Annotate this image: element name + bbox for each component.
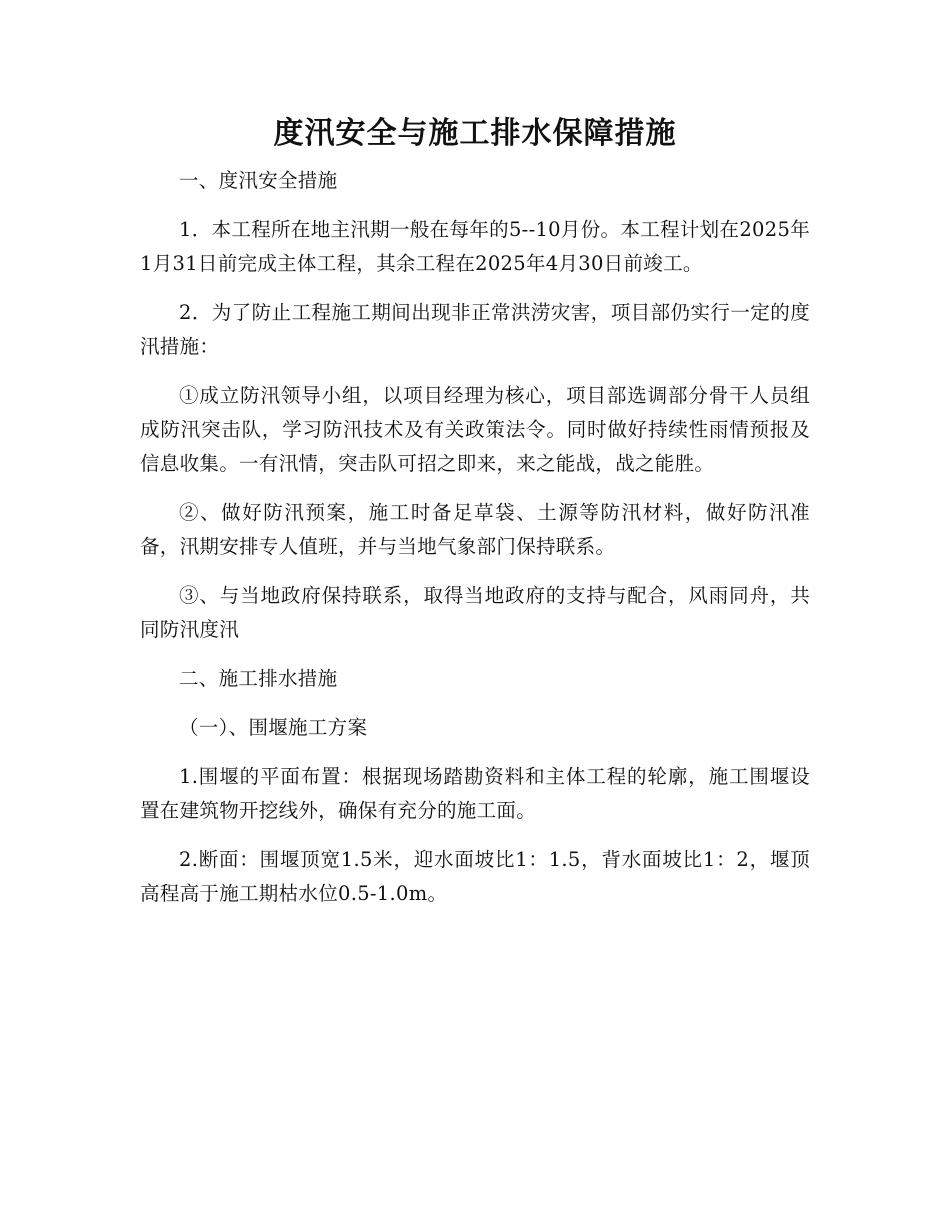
paragraph-measure-2: ②、做好防汛预案，施工时备足草袋、土源等防汛材料，做好防汛准备，汛期安排专人值班，并与当地气象部门保持联系。: [140, 501, 810, 558]
paragraph-cofferdam-section: 2.断面：围堰顶宽1.5米，迎水面坡比1：1.5，背水面坡比1：2，堰顶高程高于施工期枯水位0.5-1.0m。: [140, 848, 810, 905]
paragraph-measure-3: ③、与当地政府保持联系，取得当地政府的支持与配合，风雨同舟，共同防汛度汛: [140, 584, 810, 641]
section-heading-drainage: 二、施工排水措施: [179, 667, 338, 690]
subsection-heading-cofferdam: （一）、围堰施工方案: [179, 716, 368, 739]
section-heading-flood-safety: 一、度汛安全措施: [179, 169, 338, 192]
paragraph-flood-season: 1．本工程所在地主汛期一般在每年的5--10月份。本工程计划在2025年1月31日前完成主体工程，其余工程在2025年4月30日前竣工。: [140, 218, 810, 275]
paragraph-cofferdam-layout: 1.围堰的平面布置：根据现场踏勘资料和主体工程的轮廓，施工围堰设置在建筑物开挖线外，确保有充分的施工面。: [140, 765, 810, 822]
paragraph-flood-measures-intro: 2．为了防止工程施工期间出现非正常洪涝灾害，项目部仍实行一定的度汛措施：: [140, 301, 810, 358]
document-title: 度汛安全与施工排水保障措施: [273, 116, 677, 151]
paragraph-measure-1: ①成立防汛领导小组，以项目经理为核心，项目部选调部分骨干人员组成防汛突击队，学习防汛技术及有关政策法令。同时做好持续性雨情预报及信息收集。一有汛情，突击队可招之即来，来之能战，战之能胜。: [140, 384, 810, 475]
